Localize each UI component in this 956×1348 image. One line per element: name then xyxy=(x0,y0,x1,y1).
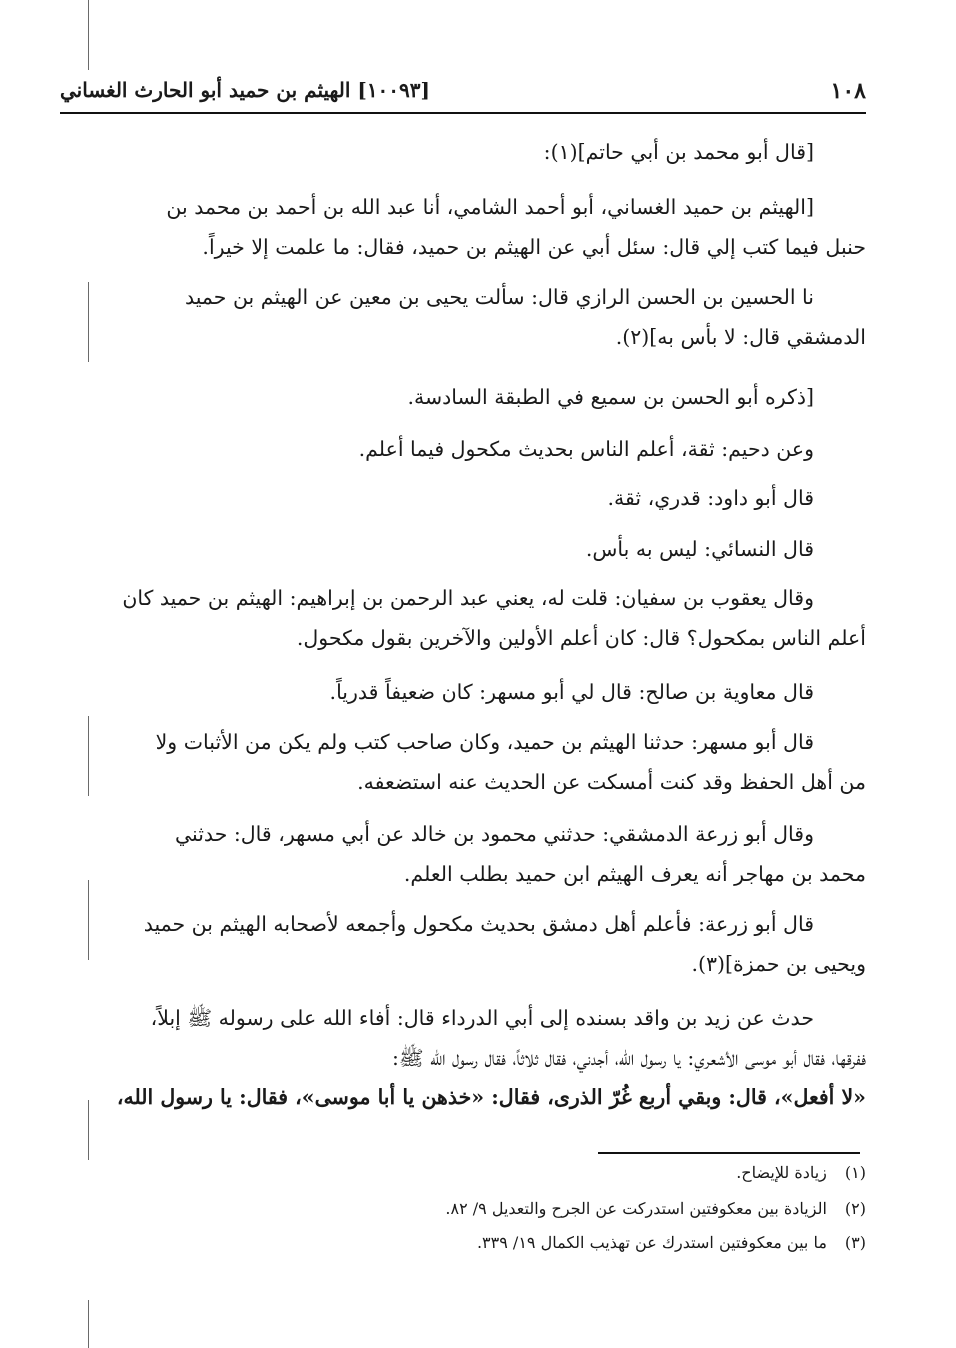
footnote-text: الزيادة بين معكوفتين استدركت عن الجرح والتعديل ٩/ ٨٢. xyxy=(445,1199,827,1218)
footnote-number: (٣) xyxy=(844,1233,866,1252)
page-number: ١٠٨ xyxy=(830,78,866,104)
footnote xyxy=(445,1199,866,1220)
text-line: وقال أبو زرعة الدمشقي: حدثني محمود بن خالد عن أبي مسهر، قال: حدثني xyxy=(174,822,814,846)
paragraph xyxy=(58,285,866,350)
paragraph xyxy=(58,140,866,166)
text-line: «لا أفعل»، قال: وبقي أربع غُرّ الذرى، فقال: «خذهن يا أبا موسى»، فقال: يا رسول الله، xyxy=(116,1085,866,1110)
text-line: قال أبو داود: قدري، ثقة. xyxy=(607,486,814,510)
page-header xyxy=(60,78,866,112)
footnote-text: زيادة للإيضاح. xyxy=(736,1163,827,1182)
scan-artifact-line xyxy=(88,1300,89,1348)
text-line: قال أبو زرعة: فأعلم أهل دمشق بحديث مكحول وأجمعه لأصحابه الهيثم بن حميد xyxy=(143,912,814,936)
footnote-text: ما بين معكوفتين استدرك عن تهذيب الكمال ١٩/ ٣٣٩. xyxy=(476,1233,827,1252)
paragraph xyxy=(58,1006,866,1111)
paragraph xyxy=(58,486,866,512)
text-line: وقال يعقوب بن سفيان: قلت له، يعني عبد الرحمن بن إبراهيم: الهيثم بن حميد كان xyxy=(122,586,814,610)
text-line: قال معاوية بن صالح: قال لي أبو مسهر: كان ضعيفاً قدرياً. xyxy=(329,680,814,704)
text-line: وعن دحيم: ثقة، أعلم الناس بحديث مكحول فيما أعلم. xyxy=(358,437,814,461)
paragraph xyxy=(58,680,866,706)
text-line: [الهيثم بن حميد الغساني، أبو أحمد الشامي، أنا عبد الله بن أحمد بن محمد بن xyxy=(166,195,814,219)
footnote-rule xyxy=(598,1152,860,1154)
paragraph xyxy=(58,912,866,977)
running-head: [١٠٠٩٣] الهيثم بن حميد أبو الحارث الغساني xyxy=(60,78,430,102)
paragraph xyxy=(58,586,866,651)
paragraph xyxy=(58,730,866,795)
text-line: [ذكره أبو الحسن بن سميع في الطبقة السادسة. xyxy=(407,385,814,409)
text-line: محمد بن مهاجر أنه يعرف الهيثم ابن حميد بطلب العلم. xyxy=(403,861,866,886)
text-line: قال النسائي: ليس به بأس. xyxy=(585,537,814,561)
footnote-number: (٢) xyxy=(844,1199,866,1218)
text-line: قال أبو مسهر: حدثنا الهيثم بن حميد، وكان صاحب كتب ولم يكن من الأثبات ولا xyxy=(155,730,814,754)
text-line: من أهل الحفظ وقد كنت أمسكت عن الحديث عنه استضعفه. xyxy=(357,769,866,794)
text-line: ففرقها، فقال أبو موسى الأشعري: يا رسول الله، أجدني، فقال ثلاثاً، فقال رسول الله ﷺ: xyxy=(392,1045,866,1070)
text-line: حنبل فيما كتب إلي قال: سئل أبي عن الهيثم بن حميد، فقال: ما علمت إلا خيراً. xyxy=(202,234,866,259)
text-line: نا الحسين بن الحسن الرازي قال: سألت يحيى بن معين عن الهيثم بن حميد xyxy=(184,285,814,309)
paragraph xyxy=(58,822,866,887)
header-rule xyxy=(60,112,866,114)
scan-artifact-line xyxy=(88,0,89,70)
text-line: أعلم الناس بمكحول؟ قال: كان أعلم الأولين والآخرين بقول مكحول. xyxy=(296,625,866,650)
text-line: ويحيى بن حمزة](٣). xyxy=(691,951,866,976)
text-line: [قال أبو محمد بن أبي حاتم](١): xyxy=(543,140,814,164)
footnote xyxy=(477,1233,866,1254)
paragraph xyxy=(58,195,866,260)
footnote-number: (١) xyxy=(844,1163,866,1182)
footnote xyxy=(736,1163,866,1184)
paragraph xyxy=(58,537,866,563)
text-line: الدمشقي قال: لا بأس به](٢). xyxy=(615,324,866,349)
text-line: حدث عن زيد بن واقد بسنده إلى أبي الدرداء قال: أفاء الله على رسوله ﷺ إبلاً، xyxy=(150,1006,814,1030)
paragraph xyxy=(58,385,866,411)
paragraph xyxy=(58,437,866,463)
